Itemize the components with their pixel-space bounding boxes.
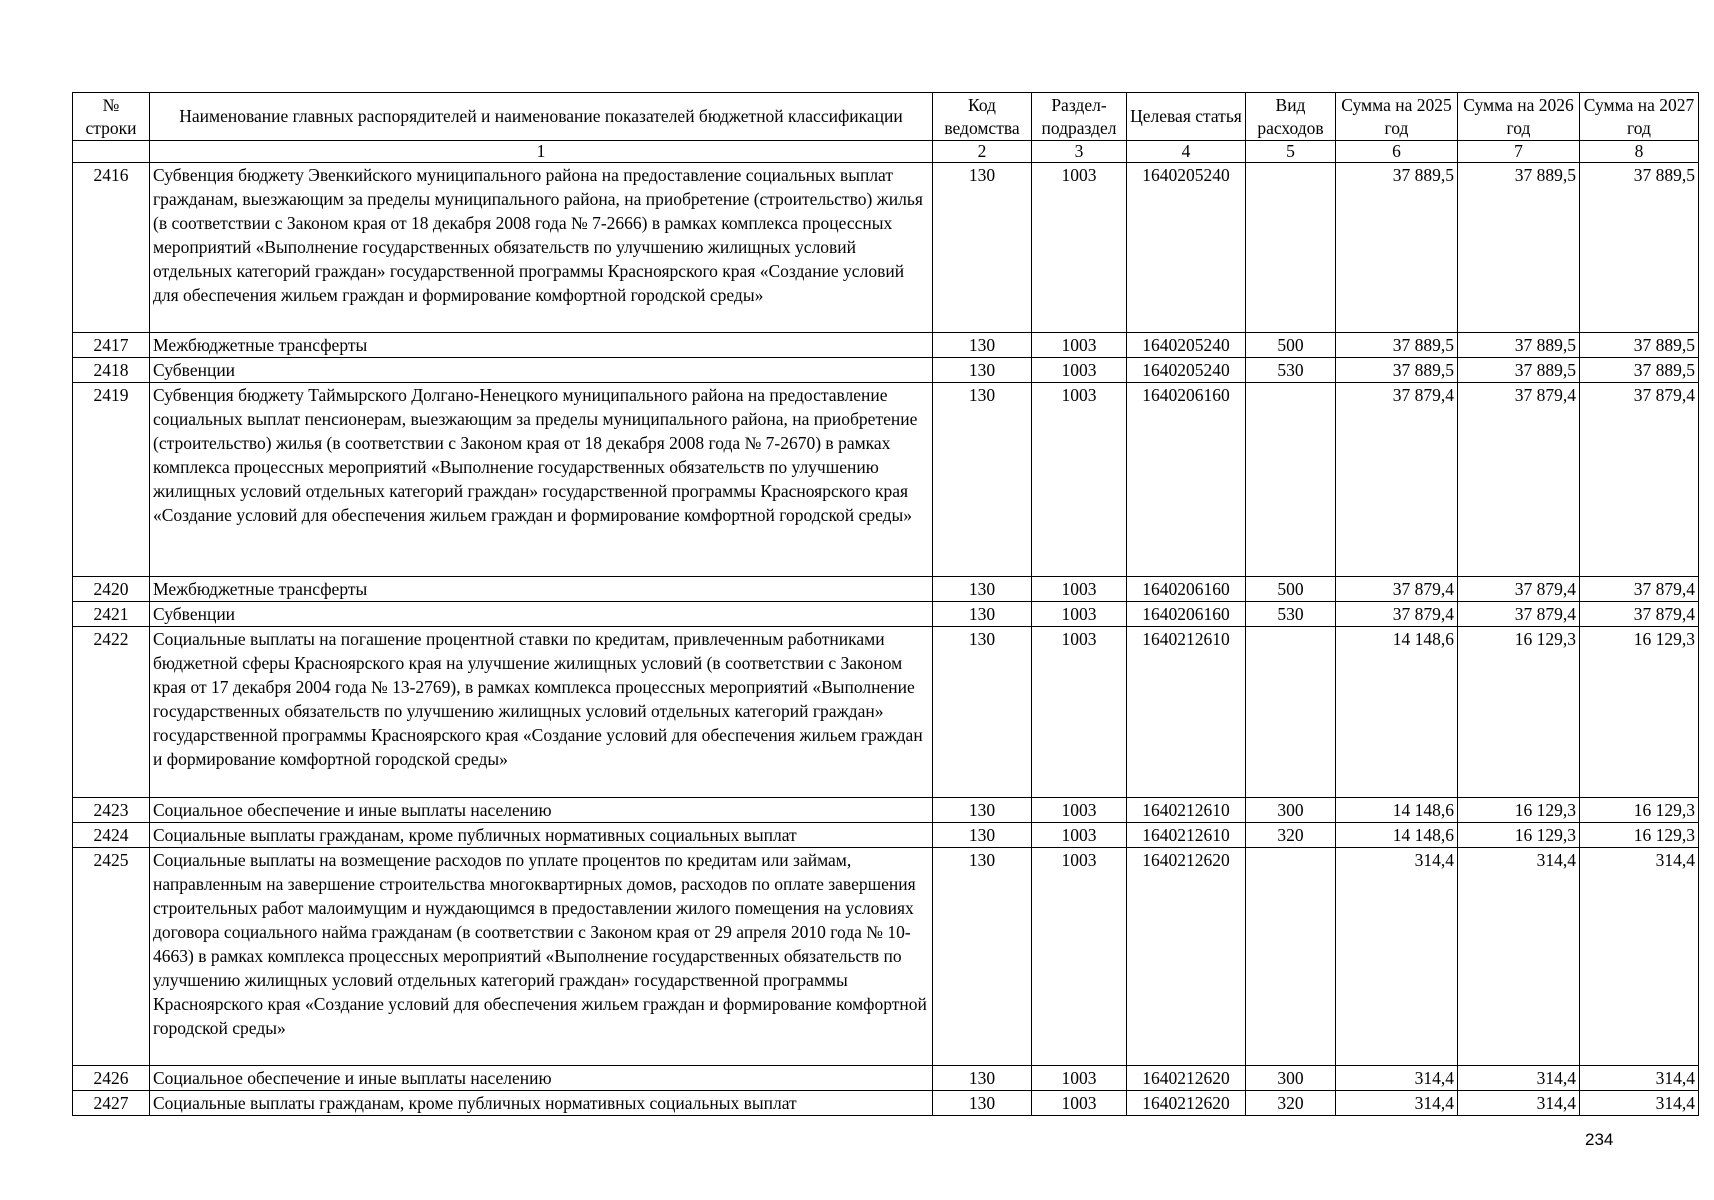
expense-type-cell: 500 <box>1246 577 1336 602</box>
sum-2027-cell: 16 129,3 <box>1580 798 1699 823</box>
row-name-cell: Межбюджетные трансферты <box>150 333 933 358</box>
table-row <box>73 333 1699 358</box>
section-cell: 1003 <box>1032 1066 1127 1091</box>
target-article-cell: 1640212610 <box>1127 823 1246 848</box>
target-article-cell: 1640206160 <box>1127 383 1246 577</box>
sum-2026-cell: 37 889,5 <box>1458 333 1580 358</box>
section-cell: 1003 <box>1032 383 1127 577</box>
row-number-cell: 2425 <box>73 848 150 1066</box>
row-name-cell: Межбюджетные трансферты <box>150 577 933 602</box>
sum-2027-cell: 16 129,3 <box>1580 627 1699 798</box>
row-number-cell: 2422 <box>73 627 150 798</box>
section-cell: 1003 <box>1032 798 1127 823</box>
header-target-article: Целевая статья <box>1127 93 1246 141</box>
row-number-cell: 2427 <box>73 1091 150 1116</box>
table-row <box>73 358 1699 383</box>
column-number: 8 <box>1580 141 1699 163</box>
header-sum-2026: Сумма на 2026 год <box>1458 93 1580 141</box>
sum-2027-cell: 314,4 <box>1580 1091 1699 1116</box>
row-number-cell: 2416 <box>73 163 150 333</box>
header-row-number: № строки <box>73 93 150 141</box>
sum-2026-cell: 37 879,4 <box>1458 383 1580 577</box>
table-row <box>73 602 1699 627</box>
row-number-cell: 2424 <box>73 823 150 848</box>
sum-2027-cell: 37 889,5 <box>1580 163 1699 333</box>
row-number-cell: 2426 <box>73 1066 150 1091</box>
header-sum-2025: Сумма на 2025 год <box>1336 93 1458 141</box>
sum-2025-cell: 37 889,5 <box>1336 333 1458 358</box>
header-department-code: Код ведомства <box>933 93 1032 141</box>
department-code-cell: 130 <box>933 577 1032 602</box>
department-code-cell: 130 <box>933 333 1032 358</box>
sum-2027-cell: 37 879,4 <box>1580 602 1699 627</box>
sum-2026-cell: 314,4 <box>1458 1066 1580 1091</box>
row-name-cell: Социальные выплаты на погашение процентной ставки по кредитам, привлеченным работниками бюджетной сферы Красноярского края на улучшение жилищных условий (в соответствии с Законом края от 17 декабря 2004 года № 13-2769), в рамках комплекса процессных мероприятий «Выполнение государственных обязательств по улучшению жилищных условий отдельных категорий граждан» государственной программы Красноярского края «Создание условий для обеспечения жильем граждан и формирование комфортной городской среды» <box>150 627 933 798</box>
department-code-cell: 130 <box>933 798 1032 823</box>
sum-2027-cell: 16 129,3 <box>1580 823 1699 848</box>
row-name-cell: Субвенция бюджету Эвенкийского муниципального района на предоставление социальных выплат гражданам, выезжающим за пределы муниципального района, на приобретение (строительство) жилья (в соответствии с Законом края от 18 декабря 2008 года № 7-2666) в рамках комплекса процессных мероприятий «Выполнение государственных обязательств по улучшению жилищных условий отдельных категорий граждан» государственной программы Красноярского края «Создание условий для обеспечения жильем граждан и формирование комфортной городской среды» <box>150 163 933 333</box>
section-cell: 1003 <box>1032 627 1127 798</box>
sum-2025-cell: 14 148,6 <box>1336 798 1458 823</box>
department-code-cell: 130 <box>933 602 1032 627</box>
department-code-cell: 130 <box>933 1091 1032 1116</box>
row-number-cell: 2418 <box>73 358 150 383</box>
department-code-cell: 130 <box>933 823 1032 848</box>
target-article-cell: 1640212620 <box>1127 1066 1246 1091</box>
expense-type-cell: 530 <box>1246 602 1336 627</box>
header-sum-2027: Сумма на 2027 год <box>1580 93 1699 141</box>
column-number: 4 <box>1127 141 1246 163</box>
section-cell: 1003 <box>1032 577 1127 602</box>
sum-2027-cell: 37 889,5 <box>1580 358 1699 383</box>
sum-2026-cell: 16 129,3 <box>1458 798 1580 823</box>
table-row <box>73 1066 1699 1091</box>
section-cell: 1003 <box>1032 163 1127 333</box>
row-number-cell: 2419 <box>73 383 150 577</box>
section-cell: 1003 <box>1032 1091 1127 1116</box>
column-number: 5 <box>1246 141 1336 163</box>
sum-2025-cell: 14 148,6 <box>1336 627 1458 798</box>
column-number: 3 <box>1032 141 1127 163</box>
sum-2025-cell: 14 148,6 <box>1336 823 1458 848</box>
sum-2026-cell: 314,4 <box>1458 848 1580 1066</box>
table-row <box>73 627 1699 798</box>
table-row <box>73 383 1699 577</box>
row-name-cell: Социальное обеспечение и иные выплаты населению <box>150 798 933 823</box>
sum-2026-cell: 37 879,4 <box>1458 577 1580 602</box>
expense-type-cell: 300 <box>1246 1066 1336 1091</box>
target-article-cell: 1640205240 <box>1127 358 1246 383</box>
sum-2027-cell: 314,4 <box>1580 848 1699 1066</box>
expense-type-cell: 500 <box>1246 333 1336 358</box>
table-row <box>73 577 1699 602</box>
sum-2026-cell: 37 889,5 <box>1458 163 1580 333</box>
target-article-cell: 1640212620 <box>1127 1091 1246 1116</box>
table-row <box>73 798 1699 823</box>
section-cell: 1003 <box>1032 333 1127 358</box>
department-code-cell: 130 <box>933 383 1032 577</box>
section-cell: 1003 <box>1032 848 1127 1066</box>
target-article-cell: 1640206160 <box>1127 602 1246 627</box>
department-code-cell: 130 <box>933 627 1032 798</box>
table-row <box>73 1091 1699 1116</box>
row-number-cell: 2423 <box>73 798 150 823</box>
expense-type-cell <box>1246 627 1336 798</box>
expense-type-cell: 300 <box>1246 798 1336 823</box>
expense-type-cell: 320 <box>1246 1091 1336 1116</box>
column-number: 1 <box>150 141 933 163</box>
table-row <box>73 848 1699 1066</box>
sum-2026-cell: 16 129,3 <box>1458 823 1580 848</box>
expense-type-cell <box>1246 383 1336 577</box>
column-number: 7 <box>1458 141 1580 163</box>
row-name-cell: Социальные выплаты гражданам, кроме публичных нормативных социальных выплат <box>150 823 933 848</box>
row-name-cell: Субвенции <box>150 358 933 383</box>
row-name-cell: Социальные выплаты гражданам, кроме публичных нормативных социальных выплат <box>150 1091 933 1116</box>
sum-2027-cell: 37 879,4 <box>1580 383 1699 577</box>
sum-2025-cell: 37 889,5 <box>1336 163 1458 333</box>
expense-type-cell <box>1246 848 1336 1066</box>
target-article-cell: 1640212610 <box>1127 798 1246 823</box>
sum-2026-cell: 37 879,4 <box>1458 602 1580 627</box>
expense-type-cell: 530 <box>1246 358 1336 383</box>
sum-2025-cell: 314,4 <box>1336 1066 1458 1091</box>
sum-2025-cell: 37 879,4 <box>1336 383 1458 577</box>
header-name: Наименование главных распорядителей и наименование показателей бюджетной классификации <box>150 93 933 141</box>
column-number: 2 <box>933 141 1032 163</box>
column-number <box>73 141 150 163</box>
target-article-cell: 1640212610 <box>1127 627 1246 798</box>
budget-table <box>72 92 1699 1116</box>
section-cell: 1003 <box>1032 823 1127 848</box>
target-article-cell: 1640205240 <box>1127 163 1246 333</box>
sum-2025-cell: 314,4 <box>1336 848 1458 1066</box>
target-article-cell: 1640206160 <box>1127 577 1246 602</box>
expense-type-cell <box>1246 163 1336 333</box>
sum-2025-cell: 314,4 <box>1336 1091 1458 1116</box>
column-number: 6 <box>1336 141 1458 163</box>
target-article-cell: 1640205240 <box>1127 333 1246 358</box>
table-row <box>73 823 1699 848</box>
row-name-cell: Субвенция бюджету Таймырского Долгано-Ненецкого муниципального района на предоставление социальных выплат пенсионерам, выезжающим за пределы муниципального района, на приобретение (строительство) жилья (в соответствии с Законом края от 18 декабря 2008 года № 7-2670) в рамках комплекса процессных мероприятий «Выполнение государственных обязательств по улучшению жилищных условий отдельных категорий граждан» государственной программы Красноярского края «Создание условий для обеспечения жильем граждан и формирование комфортной городской среды» <box>150 383 933 577</box>
row-name-cell: Социальные выплаты на возмещение расходов по уплате процентов по кредитам или займам, направленным на завершение строительства многоквартирных домов, расходов по оплате завершения строительных работ малоимущим и нуждающимся в предоставлении жилого помещения на условиях договора социального найма гражданам (в соответствии с Законом края от 29 апреля 2010 года № 10-4663) в рамках комплекса процессных мероприятий «Выполнение государственных обязательств по улучшению жилищных условий отдельных категорий граждан» государственной программы Красноярского края «Создание условий для обеспечения жильем граждан и формирование комфортной городской среды» <box>150 848 933 1066</box>
header-section: Раздел-подраздел <box>1032 93 1127 141</box>
column-number-row <box>73 141 1699 163</box>
header-expense-type: Вид расходов <box>1246 93 1336 141</box>
table-row <box>73 163 1699 333</box>
row-name-cell: Субвенции <box>150 602 933 627</box>
department-code-cell: 130 <box>933 358 1032 383</box>
sum-2026-cell: 16 129,3 <box>1458 627 1580 798</box>
page-number: 234 <box>1585 1130 1614 1149</box>
sum-2027-cell: 37 889,5 <box>1580 333 1699 358</box>
expense-type-cell: 320 <box>1246 823 1336 848</box>
department-code-cell: 130 <box>933 1066 1032 1091</box>
section-cell: 1003 <box>1032 358 1127 383</box>
sum-2027-cell: 314,4 <box>1580 1066 1699 1091</box>
sum-2026-cell: 37 889,5 <box>1458 358 1580 383</box>
sum-2025-cell: 37 879,4 <box>1336 602 1458 627</box>
row-number-cell: 2417 <box>73 333 150 358</box>
sum-2025-cell: 37 889,5 <box>1336 358 1458 383</box>
table-body <box>73 163 1699 1116</box>
section-cell: 1003 <box>1032 602 1127 627</box>
sum-2027-cell: 37 879,4 <box>1580 577 1699 602</box>
department-code-cell: 130 <box>933 163 1032 333</box>
row-number-cell: 2421 <box>73 602 150 627</box>
sum-2026-cell: 314,4 <box>1458 1091 1580 1116</box>
department-code-cell: 130 <box>933 848 1032 1066</box>
row-number-cell: 2420 <box>73 577 150 602</box>
sum-2025-cell: 37 879,4 <box>1336 577 1458 602</box>
row-name-cell: Социальное обеспечение и иные выплаты населению <box>150 1066 933 1091</box>
target-article-cell: 1640212620 <box>1127 848 1246 1066</box>
header-row <box>73 93 1699 141</box>
